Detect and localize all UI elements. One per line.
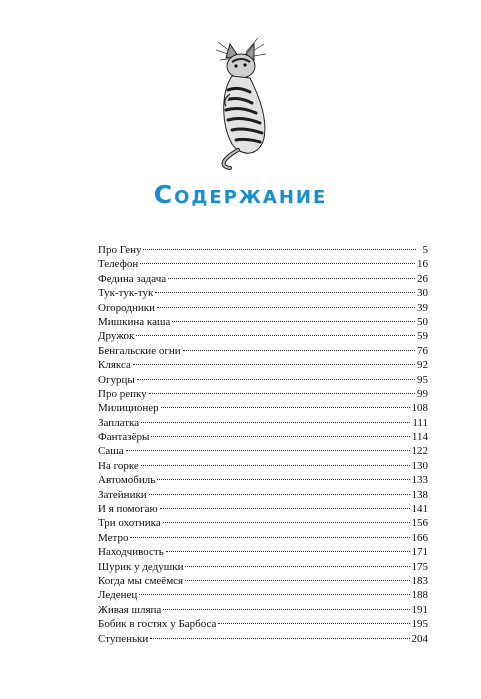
dot-leader [155, 292, 415, 293]
toc-entry [98, 344, 428, 358]
toc-entry-title: Автомобиль [98, 474, 156, 487]
toc-entry [98, 502, 428, 516]
toc-entry-page-number: 130 [411, 459, 428, 472]
dot-leader [166, 551, 410, 552]
striped-kitten-icon [212, 34, 276, 170]
toc-entry-page-number: 26 [417, 272, 428, 285]
toc-entry [98, 272, 428, 286]
toc-entry-page-number: 156 [411, 517, 428, 530]
toc-entry-page-number: 204 [411, 632, 428, 645]
toc-entry-title: Бобик в гостях у Барбоса [98, 618, 217, 631]
toc-entry [98, 459, 428, 473]
toc-entry-title: Клякса [98, 359, 131, 372]
toc-entry-page-number: 16 [417, 258, 428, 271]
toc-entry-title: Про Гену [98, 244, 142, 256]
toc-entry [98, 574, 428, 588]
toc-entry [98, 358, 428, 372]
toc-entry-title: Тук-тук-тук [98, 287, 154, 300]
dot-leader [136, 335, 415, 336]
toc-entry-page-number: 122 [411, 445, 428, 458]
toc-entry [98, 430, 428, 444]
toc-entry-title: Живая шляпа [98, 603, 162, 616]
toc-entry-page-number: 195 [411, 618, 428, 631]
toc-entry-page-number: 133 [411, 474, 428, 487]
dot-leader [172, 321, 415, 322]
dot-leader [139, 594, 409, 595]
toc-entry-title: Огурцы [98, 373, 135, 386]
dot-leader [163, 522, 410, 523]
toc-entry-title: Затейники [98, 488, 147, 501]
toc-entry-page-number: 59 [417, 330, 428, 343]
toc-entry-page-number: 191 [411, 603, 428, 616]
toc-entry [98, 603, 428, 617]
toc-entry-title: Ступеньки [98, 632, 149, 645]
toc-entry-page-number: 114 [411, 431, 428, 444]
toc-entry [98, 286, 428, 300]
toc-entry-page-number: 141 [411, 503, 428, 516]
dot-leader [141, 465, 410, 466]
dot-leader [161, 407, 410, 408]
dot-leader [157, 479, 409, 480]
dot-leader [183, 350, 415, 351]
toc-entry-title: Саша [98, 445, 124, 458]
toc-entry-page-number: 92 [417, 359, 428, 372]
dot-leader [185, 566, 409, 567]
dot-leader [149, 393, 415, 394]
toc-entry-title: Когда мы смеёмся [98, 574, 184, 587]
dot-leader [133, 364, 415, 365]
toc-entry-page-number: 76 [417, 344, 428, 357]
dot-leader [143, 249, 416, 250]
toc-entry [98, 473, 428, 487]
toc-entry-title: Шурик у дедушки [98, 560, 184, 573]
toc-entry [98, 301, 428, 315]
toc-entry-page-number: 39 [417, 301, 428, 314]
toc-entry [98, 617, 428, 631]
toc-entry-page-number: 111 [412, 416, 428, 429]
toc-entry [98, 373, 428, 387]
table-of-contents [98, 243, 428, 646]
toc-entry [98, 560, 428, 574]
toc-entry [98, 588, 428, 602]
toc-entry-title: Огородники [98, 301, 155, 314]
toc-entry-page-number: 50 [417, 315, 428, 328]
toc-entry [98, 632, 428, 646]
dot-leader [168, 278, 415, 279]
dot-leader [137, 379, 415, 380]
toc-entry-page-number: 183 [411, 574, 428, 587]
dot-leader [141, 422, 410, 423]
toc-entry-page-number: 95 [417, 373, 428, 386]
toc-entry [98, 444, 428, 458]
dot-leader [140, 263, 415, 264]
dot-leader [151, 436, 410, 437]
toc-entry [98, 387, 428, 401]
toc-entry-page-number: 99 [417, 387, 428, 400]
toc-entry-title: На горке [98, 459, 139, 472]
toc-entry-page-number: 138 [411, 488, 428, 501]
toc-entry [98, 243, 428, 257]
toc-entry-title: Метро [98, 531, 129, 544]
toc-entry [98, 401, 428, 415]
toc-entry-page-number: 188 [411, 589, 428, 602]
toc-entry [98, 545, 428, 559]
dot-leader [157, 307, 415, 308]
toc-entry-page-number: 5 [422, 244, 428, 256]
toc-entry [98, 488, 428, 502]
dot-leader [163, 609, 409, 610]
toc-entry [98, 531, 428, 545]
dot-leader [130, 537, 409, 538]
dot-leader [218, 623, 409, 624]
toc-entry [98, 516, 428, 530]
toc-entry-title: Милиционер [98, 402, 159, 415]
toc-entry-title: И я помогаю [98, 503, 158, 516]
dot-leader [160, 508, 410, 509]
toc-entry-title: Леденец [98, 589, 138, 602]
toc-entry [98, 257, 428, 271]
toc-entry-title: Дружок [98, 330, 135, 343]
toc-entry-title: Мишкина каша [98, 315, 171, 328]
dot-leader [150, 638, 409, 639]
dot-leader [185, 580, 409, 581]
toc-entry-title: Заплатка [98, 416, 140, 429]
toc-entry-title: Телефон [98, 258, 139, 271]
toc-entry [98, 416, 428, 430]
page-title: Содержание [153, 180, 328, 209]
toc-entry-page-number: 30 [417, 287, 428, 300]
toc-entry-page-number: 108 [411, 402, 428, 415]
toc-entry-title: Про репку [98, 387, 147, 400]
toc-entry-title: Находчивость [98, 546, 164, 559]
toc-entry-title: Бенгальские огни [98, 344, 181, 357]
dot-leader [149, 494, 410, 495]
toc-entry-page-number: 166 [411, 531, 428, 544]
toc-entry-title: Федина задача [98, 272, 167, 285]
toc-entry-title: Фантазёры [98, 431, 150, 444]
toc-entry [98, 315, 428, 329]
toc-entry-title: Три охотника [98, 517, 161, 530]
toc-entry-page-number: 171 [411, 546, 428, 559]
toc-entry-page-number: 175 [411, 560, 428, 573]
toc-entry [98, 329, 428, 343]
dot-leader [126, 450, 410, 451]
